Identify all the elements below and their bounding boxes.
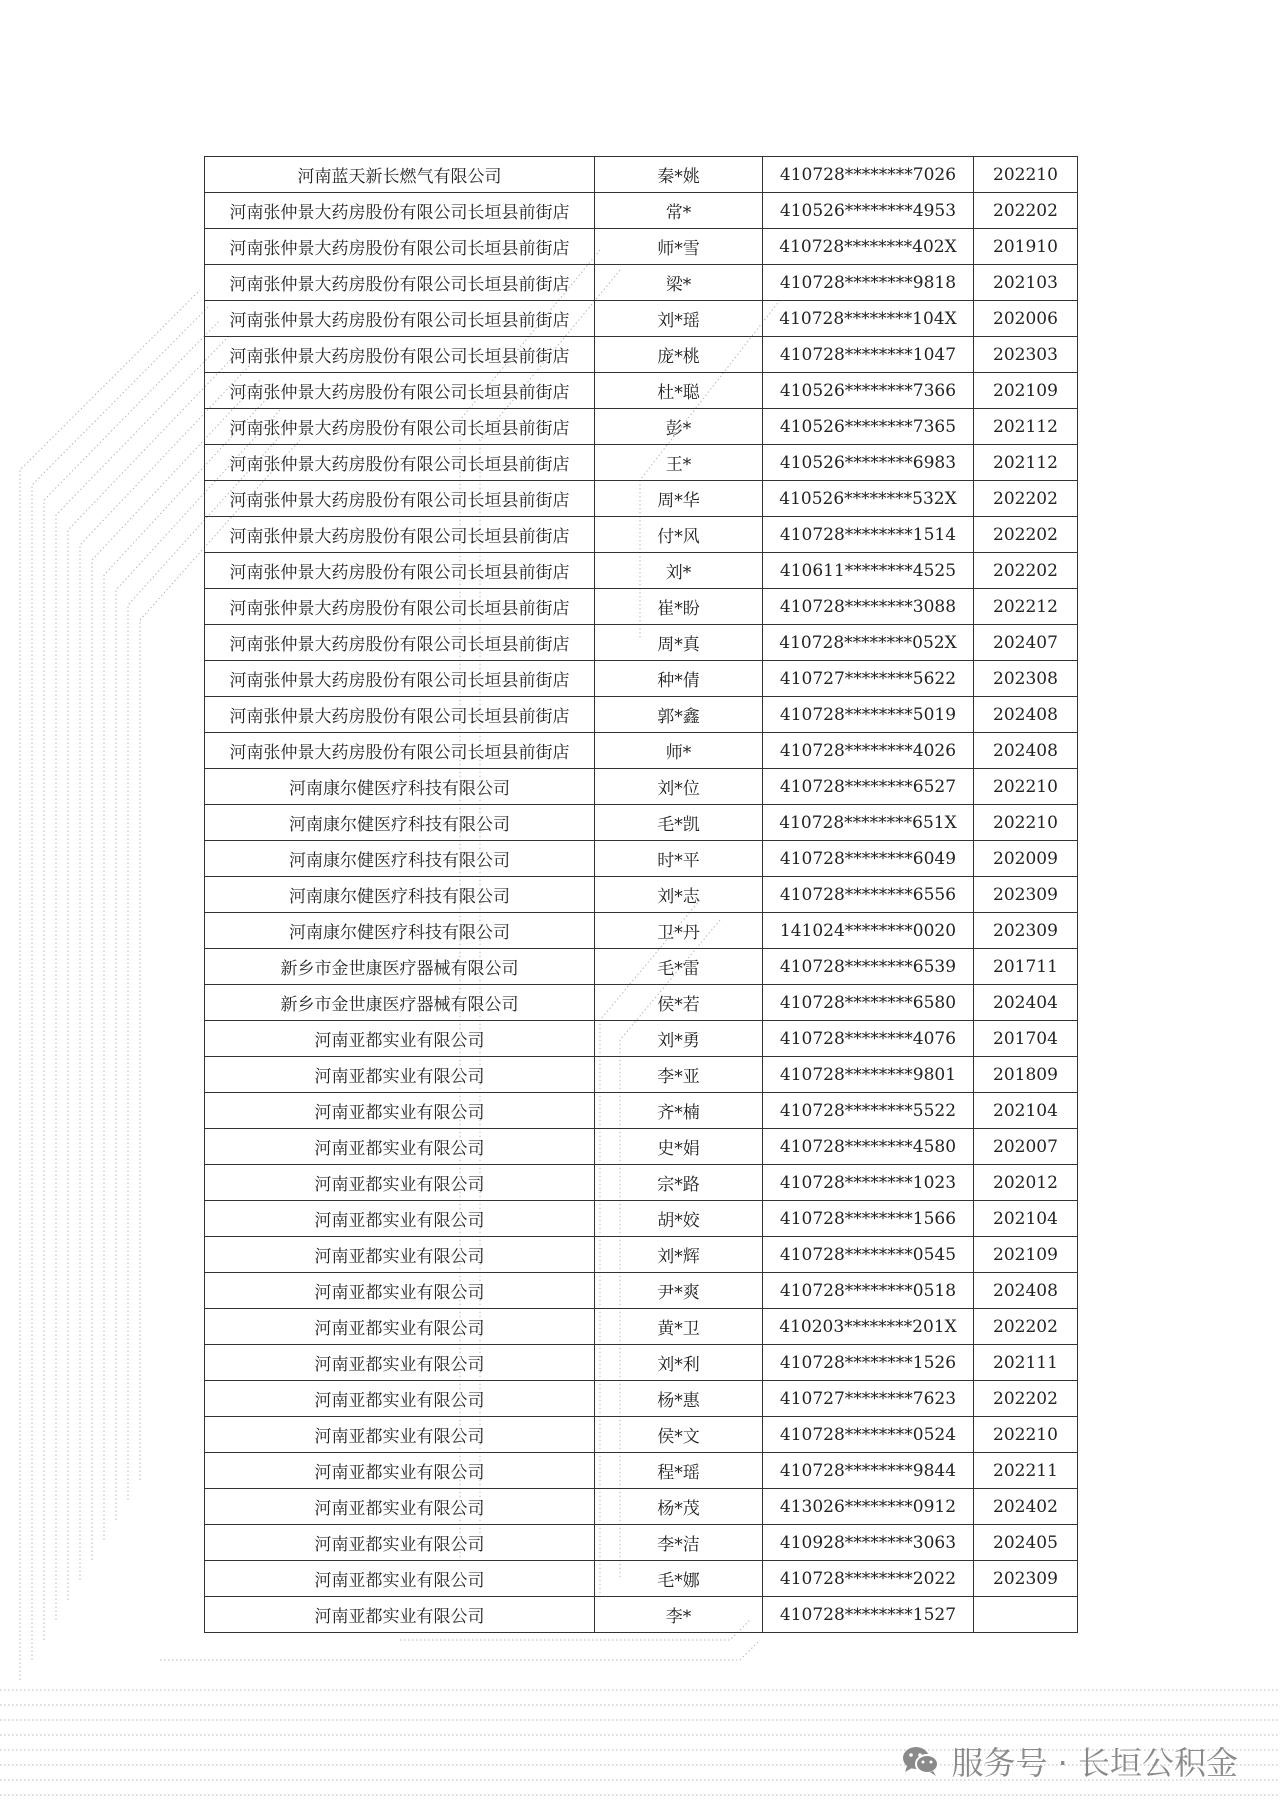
month-cell: 202103 [974,265,1078,301]
month-cell: 202308 [974,661,1078,697]
id-number-cell: 410611********4525 [763,553,974,589]
company-cell: 河南亚都实业有限公司 [205,1021,595,1057]
id-number-cell: 410728********9818 [763,265,974,301]
name-cell: 毛*娜 [595,1561,763,1597]
company-cell: 河南康尔健医疗科技有限公司 [205,841,595,877]
month-cell: 202112 [974,409,1078,445]
month-cell: 202202 [974,1309,1078,1345]
month-cell: 202408 [974,733,1078,769]
name-cell: 刘*瑶 [595,301,763,337]
table-row [205,1093,1078,1129]
id-number-cell: 410728********6556 [763,877,974,913]
month-cell: 202210 [974,157,1078,193]
table-row [205,481,1078,517]
id-number-cell: 410728********1527 [763,1597,974,1633]
id-number-cell: 410728********0524 [763,1417,974,1453]
month-cell: 202404 [974,985,1078,1021]
company-cell: 河南亚都实业有限公司 [205,1093,595,1129]
id-number-cell: 410728********4580 [763,1129,974,1165]
month-cell: 201704 [974,1021,1078,1057]
table-row [205,805,1078,841]
table-row [205,1021,1078,1057]
company-cell: 河南张仲景大药房股份有限公司长垣县前街店 [205,229,595,265]
name-cell: 周*华 [595,481,763,517]
table-row [205,1129,1078,1165]
name-cell: 崔*盼 [595,589,763,625]
company-cell: 河南亚都实业有限公司 [205,1237,595,1273]
id-number-cell: 410526********532X [763,481,974,517]
id-number-cell: 410203********201X [763,1309,974,1345]
month-cell: 202007 [974,1129,1078,1165]
month-cell: 202309 [974,1561,1078,1597]
month-cell: 202212 [974,589,1078,625]
watermark [901,1738,1238,1784]
month-cell: 202408 [974,1273,1078,1309]
month-cell: 202309 [974,877,1078,913]
company-cell: 河南亚都实业有限公司 [205,1345,595,1381]
id-number-cell: 410728********1514 [763,517,974,553]
table-row [205,877,1078,913]
company-cell: 河南张仲景大药房股份有限公司长垣县前街店 [205,589,595,625]
table-row [205,373,1078,409]
table-row [205,445,1078,481]
table-row [205,661,1078,697]
id-number-cell: 410728********1047 [763,337,974,373]
company-cell: 河南张仲景大药房股份有限公司长垣县前街店 [205,517,595,553]
name-cell: 卫*丹 [595,913,763,949]
id-number-cell: 410728********6580 [763,985,974,1021]
month-cell: 202210 [974,805,1078,841]
company-cell: 新乡市金世康医疗器械有限公司 [205,985,595,1021]
name-cell: 李* [595,1597,763,1633]
name-cell: 刘*利 [595,1345,763,1381]
month-cell: 202210 [974,1417,1078,1453]
id-number-cell: 410728********5019 [763,697,974,733]
table-row [205,1597,1078,1633]
company-cell: 河南亚都实业有限公司 [205,1417,595,1453]
id-number-cell: 410728********052X [763,625,974,661]
month-cell: 202309 [974,913,1078,949]
id-number-cell: 410526********6983 [763,445,974,481]
month-cell: 201910 [974,229,1078,265]
company-cell: 河南亚都实业有限公司 [205,1525,595,1561]
company-cell: 河南亚都实业有限公司 [205,1381,595,1417]
name-cell: 黄*卫 [595,1309,763,1345]
id-number-cell: 410728********402X [763,229,974,265]
company-cell: 河南张仲景大药房股份有限公司长垣县前街店 [205,733,595,769]
name-cell: 梁* [595,265,763,301]
month-cell: 202109 [974,373,1078,409]
table-row [205,913,1078,949]
name-cell: 时*平 [595,841,763,877]
table-row [205,1345,1078,1381]
month-cell: 202202 [974,517,1078,553]
table-row [205,1417,1078,1453]
id-number-cell: 410728********5522 [763,1093,974,1129]
name-cell: 周*真 [595,625,763,661]
table-row [205,1165,1078,1201]
name-cell: 付*风 [595,517,763,553]
company-cell: 河南张仲景大药房股份有限公司长垣县前街店 [205,373,595,409]
name-cell: 侯*文 [595,1417,763,1453]
company-cell: 河南康尔健医疗科技有限公司 [205,769,595,805]
id-number-cell: 410728********651X [763,805,974,841]
table-row [205,589,1078,625]
table-row [205,229,1078,265]
table-row [205,265,1078,301]
table-row [205,1525,1078,1561]
id-number-cell: 410728********1566 [763,1201,974,1237]
company-cell: 新乡市金世康医疗器械有限公司 [205,949,595,985]
company-cell: 河南康尔健医疗科技有限公司 [205,805,595,841]
company-cell: 河南张仲景大药房股份有限公司长垣县前街店 [205,301,595,337]
id-number-cell: 410727********5622 [763,661,974,697]
id-number-cell: 410728********104X [763,301,974,337]
name-cell: 刘*志 [595,877,763,913]
company-cell: 河南张仲景大药房股份有限公司长垣县前街店 [205,193,595,229]
company-cell: 河南康尔健医疗科技有限公司 [205,913,595,949]
table-row [205,409,1078,445]
table-row [205,1057,1078,1093]
id-number-cell: 410728********0545 [763,1237,974,1273]
month-cell: 202202 [974,1381,1078,1417]
table-row [205,1489,1078,1525]
company-cell: 河南张仲景大药房股份有限公司长垣县前街店 [205,661,595,697]
month-cell: 202104 [974,1201,1078,1237]
month-cell: 202303 [974,337,1078,373]
company-cell: 河南蓝天新长燃气有限公司 [205,157,595,193]
table-row [205,337,1078,373]
table-row [205,1309,1078,1345]
id-number-cell: 410928********3063 [763,1525,974,1561]
company-cell: 河南亚都实业有限公司 [205,1561,595,1597]
name-cell: 师* [595,733,763,769]
id-number-cell: 410728********4026 [763,733,974,769]
month-cell: 202012 [974,1165,1078,1201]
company-cell: 河南亚都实业有限公司 [205,1129,595,1165]
id-number-cell: 410728********7026 [763,157,974,193]
id-number-cell: 410728********3088 [763,589,974,625]
month-cell: 202112 [974,445,1078,481]
month-cell: 202111 [974,1345,1078,1381]
watermark-text: 服务号 · 长垣公积金 [951,1744,1238,1782]
id-number-cell: 410728********6049 [763,841,974,877]
company-cell: 河南张仲景大药房股份有限公司长垣县前街店 [205,265,595,301]
table-row [205,553,1078,589]
name-cell: 侯*若 [595,985,763,1021]
id-number-cell: 410728********1526 [763,1345,974,1381]
name-cell: 尹*爽 [595,1273,763,1309]
table-row [205,697,1078,733]
name-cell: 郭*鑫 [595,697,763,733]
company-cell: 河南张仲景大药房股份有限公司长垣县前街店 [205,409,595,445]
id-number-cell: 410728********6539 [763,949,974,985]
month-cell: 202202 [974,481,1078,517]
name-cell: 种*倩 [595,661,763,697]
id-number-cell: 410727********7623 [763,1381,974,1417]
month-cell: 202408 [974,697,1078,733]
company-cell: 河南张仲景大药房股份有限公司长垣县前街店 [205,337,595,373]
id-number-cell: 410728********6527 [763,769,974,805]
company-cell: 河南亚都实业有限公司 [205,1165,595,1201]
name-cell: 宗*路 [595,1165,763,1201]
table-row [205,301,1078,337]
name-cell: 程*瑶 [595,1453,763,1489]
name-cell: 杨*茂 [595,1489,763,1525]
name-cell: 秦*姚 [595,157,763,193]
company-cell: 河南张仲景大药房股份有限公司长垣县前街店 [205,481,595,517]
name-cell: 毛*凯 [595,805,763,841]
id-number-cell: 410728********9801 [763,1057,974,1093]
month-cell: 202202 [974,553,1078,589]
id-number-cell: 410526********7366 [763,373,974,409]
month-cell: 201711 [974,949,1078,985]
name-cell: 彭* [595,409,763,445]
name-cell: 李*亚 [595,1057,763,1093]
name-cell: 师*雪 [595,229,763,265]
month-cell: 202202 [974,193,1078,229]
name-cell: 胡*姣 [595,1201,763,1237]
table-row [205,1453,1078,1489]
table-row [205,1381,1078,1417]
name-cell: 李*洁 [595,1525,763,1561]
id-number-cell: 410728********4076 [763,1021,974,1057]
wechat-icon [901,1744,941,1778]
id-number-cell: 410526********4953 [763,193,974,229]
month-cell: 202407 [974,625,1078,661]
name-cell: 庞*桃 [595,337,763,373]
month-cell: 202006 [974,301,1078,337]
id-number-cell: 410728********9844 [763,1453,974,1489]
company-cell: 河南亚都实业有限公司 [205,1057,595,1093]
table-row [205,841,1078,877]
table-row [205,1237,1078,1273]
table-row [205,1201,1078,1237]
table-row [205,193,1078,229]
table-row [205,517,1078,553]
company-cell: 河南亚都实业有限公司 [205,1201,595,1237]
table-row [205,733,1078,769]
month-cell: 202402 [974,1489,1078,1525]
month-cell: 202009 [974,841,1078,877]
name-cell: 刘* [595,553,763,589]
roster-table [204,156,1078,1633]
company-cell: 河南康尔健医疗科技有限公司 [205,877,595,913]
id-number-cell: 141024********0020 [763,913,974,949]
month-cell: 201809 [974,1057,1078,1093]
id-number-cell: 410728********0518 [763,1273,974,1309]
id-number-cell: 410526********7365 [763,409,974,445]
table-row [205,949,1078,985]
table-row [205,1561,1078,1597]
company-cell: 河南张仲景大药房股份有限公司长垣县前街店 [205,445,595,481]
id-number-cell: 410728********2022 [763,1561,974,1597]
id-number-cell: 410728********1023 [763,1165,974,1201]
company-cell: 河南张仲景大药房股份有限公司长垣县前街店 [205,625,595,661]
company-cell: 河南亚都实业有限公司 [205,1489,595,1525]
company-cell: 河南亚都实业有限公司 [205,1453,595,1489]
month-cell: 202109 [974,1237,1078,1273]
month-cell: 202211 [974,1453,1078,1489]
table-row [205,157,1078,193]
month-cell [974,1597,1078,1633]
table-row [205,1273,1078,1309]
name-cell: 史*娟 [595,1129,763,1165]
name-cell: 刘*辉 [595,1237,763,1273]
name-cell: 常* [595,193,763,229]
company-cell: 河南亚都实业有限公司 [205,1309,595,1345]
company-cell: 河南张仲景大药房股份有限公司长垣县前街店 [205,697,595,733]
roster-table-body [205,157,1078,1633]
month-cell: 202405 [974,1525,1078,1561]
id-number-cell: 413026********0912 [763,1489,974,1525]
company-cell: 河南亚都实业有限公司 [205,1273,595,1309]
month-cell: 202210 [974,769,1078,805]
name-cell: 刘*勇 [595,1021,763,1057]
table-row [205,769,1078,805]
table-row [205,985,1078,1021]
table-row [205,625,1078,661]
name-cell: 杨*惠 [595,1381,763,1417]
name-cell: 刘*位 [595,769,763,805]
company-cell: 河南亚都实业有限公司 [205,1597,595,1633]
name-cell: 齐*楠 [595,1093,763,1129]
company-cell: 河南张仲景大药房股份有限公司长垣县前街店 [205,553,595,589]
name-cell: 毛*雷 [595,949,763,985]
name-cell: 王* [595,445,763,481]
name-cell: 杜*聪 [595,373,763,409]
month-cell: 202104 [974,1093,1078,1129]
